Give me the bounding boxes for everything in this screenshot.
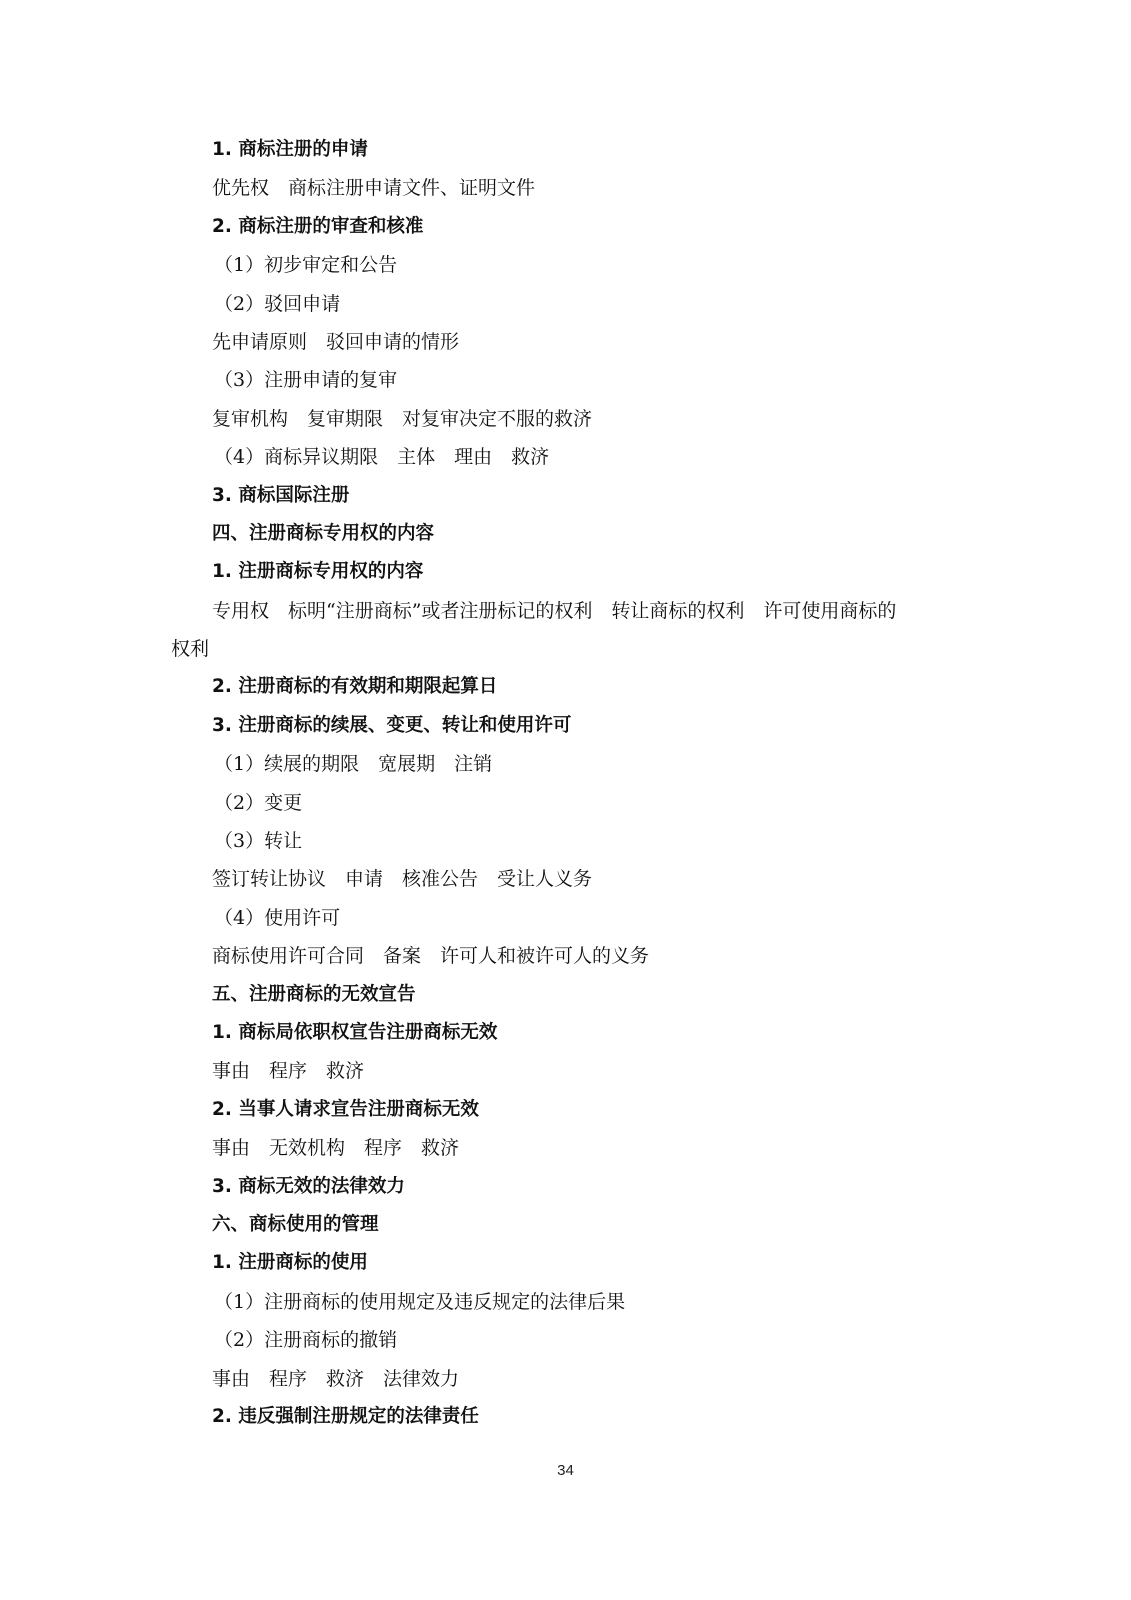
text-line-wrap: 权利 [171, 638, 210, 661]
text-line: 专用权 标明“注册商标”或者注册标记的权利 转让商标的权利 许可使用商标的 [212, 599, 897, 622]
subheading-liability: 2. 违反强制注册规定的法律责任 [212, 1405, 479, 1427]
subheading-party-invalidation: 2. 当事人请求宣告注册商标无效 [212, 1098, 479, 1120]
text-line: （1）续展的期限 宽展期 注销 [214, 753, 493, 776]
text-line: 复审机构 复审期限 对复审决定不服的救济 [212, 407, 593, 430]
text-line: （1）初步审定和公告 [214, 254, 398, 277]
subheading-office-invalidation: 1. 商标局依职权宣告注册商标无效 [212, 1021, 498, 1043]
text-line: 优先权 商标注册申请文件、证明文件 [212, 177, 536, 200]
subheading-exclusive-right: 1. 注册商标专用权的内容 [212, 561, 424, 583]
subheading-international: 3. 商标国际注册 [212, 484, 350, 506]
subheading-renewal: 3. 注册商标的续展、变更、转让和使用许可 [212, 714, 572, 736]
text-line: （2）注册商标的撤销 [214, 1329, 398, 1352]
section-heading-6: 六、商标使用的管理 [212, 1213, 379, 1235]
text-line: （1）注册商标的使用规定及违反规定的法律后果 [214, 1290, 626, 1313]
text-line: （3）注册申请的复审 [214, 369, 398, 392]
text-line: （2）驳回申请 [214, 292, 341, 315]
text-line: 事由 程序 救济 法律效力 [212, 1367, 460, 1390]
text-line: 签订转让协议 申请 核准公告 受让人义务 [212, 868, 593, 891]
section-heading-5: 五、注册商标的无效宣告 [212, 983, 416, 1005]
text-line: 商标使用许可合同 备案 许可人和被许可人的义务 [212, 945, 650, 968]
subheading-validity: 2. 注册商标的有效期和期限起算日 [212, 676, 498, 698]
text-line: （4）商标异议期限 主体 理由 救济 [214, 446, 550, 469]
text-line: 事由 程序 救济 [212, 1060, 365, 1083]
page-number: 34 [557, 1462, 574, 1479]
text-line: 先申请原则 驳回申请的情形 [212, 330, 460, 353]
subheading-use: 1. 注册商标的使用 [212, 1252, 368, 1274]
text-line: （4）使用许可 [214, 906, 341, 929]
subheading-legal-effect: 3. 商标无效的法律效力 [212, 1175, 405, 1197]
section-heading-4: 四、注册商标专用权的内容 [212, 522, 435, 544]
page-body [0, 131, 1131, 1436]
subheading-examination: 2. 商标注册的审查和核准 [212, 215, 424, 237]
text-line: （2）变更 [214, 791, 303, 814]
text-line: （3）转让 [214, 830, 303, 853]
subheading-application: 1. 商标注册的申请 [212, 139, 368, 160]
text-line: 事由 无效机构 程序 救济 [212, 1137, 460, 1160]
